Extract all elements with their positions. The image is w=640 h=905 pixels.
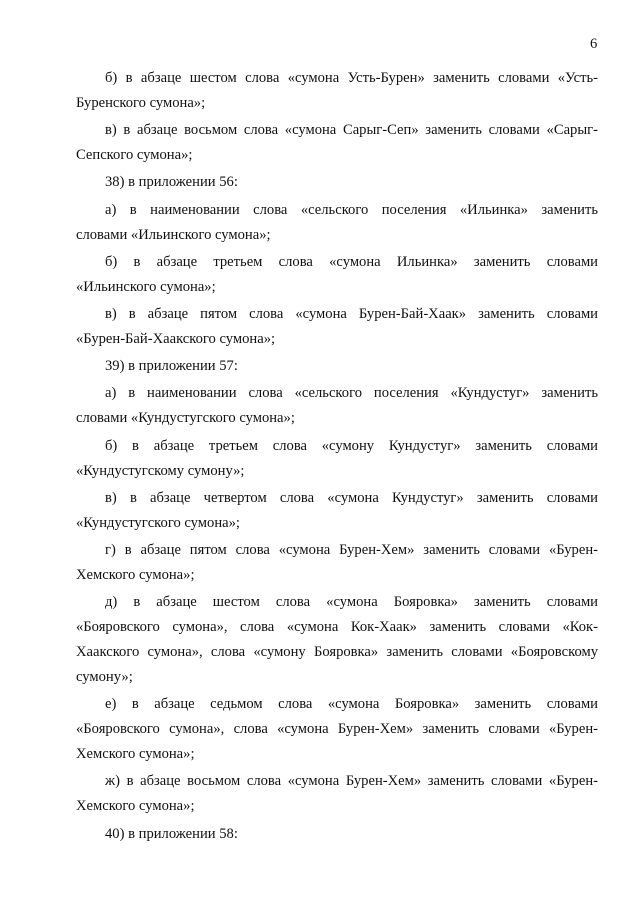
paragraph — [76, 66, 598, 116]
paragraph — [76, 302, 598, 352]
text-line: «Бурен-Бай-Хаакского сумона»; — [76, 330, 276, 347]
text-line: «Кундустугскому сумону»; — [76, 462, 245, 479]
text-line: в) в абзаце четвертом слова «сумона Кундустуг» заменить словами — [105, 489, 598, 506]
text-line: в) в абзаце пятом слова «сумона Бурен-Бай-Хаак» заменить словами — [105, 305, 598, 322]
text-line: а) в наименовании слова «сельского поселения «Ильинка» заменить — [105, 201, 598, 218]
text-line: е) в абзаце седьмом слова «сумона Бояровка» заменить словами — [105, 696, 598, 713]
text-line: в) в абзаце восьмом слова «сумона Сарыг-Сеп» заменить словами «Сарыг- — [105, 122, 598, 139]
text-line: б) в абзаце третьем слова «сумона Ильинка» заменить словами — [105, 253, 598, 270]
text-line: «Бояровского сумона», слова «сумона Бурен-Хем» заменить словами «Бурен- — [76, 721, 598, 738]
text-line: Буренского сумона»; — [76, 95, 206, 111]
text-line: Хемского сумона»; — [76, 566, 195, 583]
paragraph — [76, 769, 598, 819]
paragraph — [76, 198, 598, 248]
document-body — [76, 66, 598, 849]
paragraph — [76, 538, 598, 588]
text-line: 39) в приложении 57: — [105, 358, 238, 375]
text-line: г) в абзаце пятом слова «сумона Бурен-Хем» заменить словами «Бурен- — [105, 541, 598, 558]
paragraph — [76, 434, 598, 484]
text-line: б) в абзаце шестом слова «сумона Усть-Бурен» заменить словами «Усть- — [105, 70, 598, 86]
paragraph — [76, 170, 598, 195]
text-line: ж) в абзаце восьмом слова «сумона Бурен-Хем» заменить словами «Бурен- — [105, 773, 598, 790]
paragraph — [76, 381, 598, 431]
text-line: сумону»; — [76, 669, 133, 686]
text-line: а) в наименовании слова «сельского поселения «Кундустуг» заменить — [105, 385, 598, 402]
text-line: 40) в приложении 58: — [105, 825, 238, 842]
paragraph — [76, 250, 598, 300]
text-line: б) в абзаце третьем слова «сумону Кундустуг» заменить словами — [105, 437, 598, 454]
text-line: Хемского сумона»; — [76, 798, 195, 815]
text-line: словами «Ильинского сумона»; — [76, 226, 271, 243]
paragraph — [76, 118, 598, 168]
text-line: Хаакского сумона», слова «сумону Бояровка» заменить словами «Бояровскому — [76, 644, 598, 661]
paragraph — [76, 590, 598, 690]
text-line: «Кундустугского сумона»; — [76, 514, 240, 531]
text-line: д) в абзаце шестом слова «сумона Бояровка» заменить словами — [105, 594, 598, 611]
text-line: 38) в приложении 56: — [105, 174, 238, 191]
page-number: 6 — [590, 36, 598, 52]
paragraph — [76, 692, 598, 767]
text-line: словами «Кундустугского сумона»; — [76, 410, 295, 427]
text-line: «Ильинского сумона»; — [76, 278, 216, 295]
paragraph — [76, 486, 598, 536]
paragraph — [76, 822, 598, 847]
text-line: Хемского сумона»; — [76, 746, 195, 763]
text-line: «Бояровского сумона», слова «сумона Кок-Хаак» заменить словами «Кок- — [76, 619, 598, 636]
text-line: Сепского сумона»; — [76, 147, 193, 164]
paragraph — [76, 354, 598, 379]
